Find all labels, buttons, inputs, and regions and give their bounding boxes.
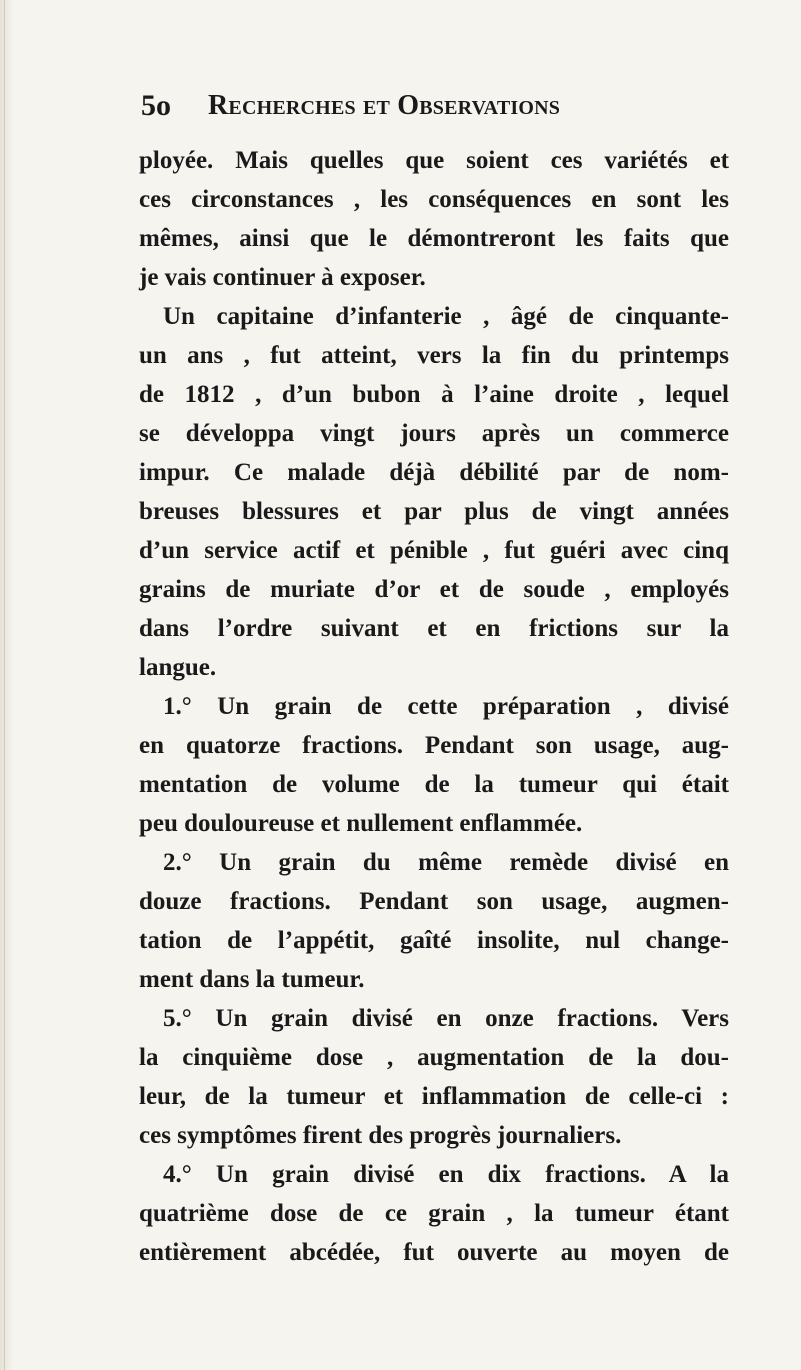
text-line: 4.° Un grain divisé en dix fractions. A la <box>163 1161 729 1188</box>
page-header <box>141 86 661 126</box>
text-line: leur, de la tumeur et inflammation de celle-ci : <box>139 1083 729 1110</box>
text-line: se développa vingt jours après un commerce <box>139 420 729 447</box>
text-line: impur. Ce malade déjà débilité par de nom- <box>139 459 729 486</box>
text-line: d’un service actif et pénible , fut guéri avec cinq <box>139 537 729 564</box>
text-line: dans l’ordre suivant et en frictions sur la <box>139 615 729 642</box>
page-edge-shadow <box>0 0 14 1370</box>
text-line: 1.° Un grain de cette préparation , divisé <box>163 693 729 720</box>
text-line: quatrième dose de ce grain , la tumeur étant <box>139 1200 729 1227</box>
text-line: tation de l’appétit, gaîté insolite, nul change- <box>139 927 729 954</box>
text-line: mentation de volume de la tumeur qui était <box>139 771 729 798</box>
text-line: un ans , fut atteint, vers la fin du printemps <box>139 342 729 369</box>
text-line: mêmes, ainsi que le démontreront les faits que <box>139 225 729 252</box>
text-line: langue. <box>139 654 217 681</box>
text-line: breuses blessures et par plus de vingt années <box>139 498 729 525</box>
text-line: 5.° Un grain divisé en onze fractions. Vers <box>163 1005 729 1032</box>
text-line: Un capitaine d’infanterie , âgé de cinquante- <box>163 303 729 330</box>
text-line: je vais continuer à exposer. <box>139 264 426 291</box>
text-line: entièrement abcédée, fut ouverte au moyen de <box>139 1239 729 1266</box>
text-line: ces circonstances , les conséquences en sont les <box>139 186 729 213</box>
text-line: 2.° Un grain du même remède divisé en <box>163 849 729 876</box>
running-title: Recherches et Observations <box>208 90 561 121</box>
text-line: grains de muriate d’or et de soude , employés <box>139 576 729 603</box>
text-line: de 1812 , d’un bubon à l’aine droite , lequel <box>139 381 729 408</box>
text-line: peu douloureuse et nullement enflammée. <box>139 810 583 837</box>
page-number: 5o <box>141 89 171 122</box>
text-line: ployée. Mais quelles que soient ces variétés et <box>139 147 729 174</box>
text-line: la cinquième dose , augmentation de la dou- <box>139 1044 729 1071</box>
text-line: ment dans la tumeur. <box>139 966 365 993</box>
text-line: ces symptômes firent des progrès journaliers. <box>139 1122 622 1149</box>
text-line: douze fractions. Pendant son usage, augmen- <box>139 888 729 915</box>
body-text <box>139 141 729 1272</box>
text-line: en quatorze fractions. Pendant son usage, aug- <box>139 732 729 759</box>
page-binding-line <box>4 0 5 1370</box>
